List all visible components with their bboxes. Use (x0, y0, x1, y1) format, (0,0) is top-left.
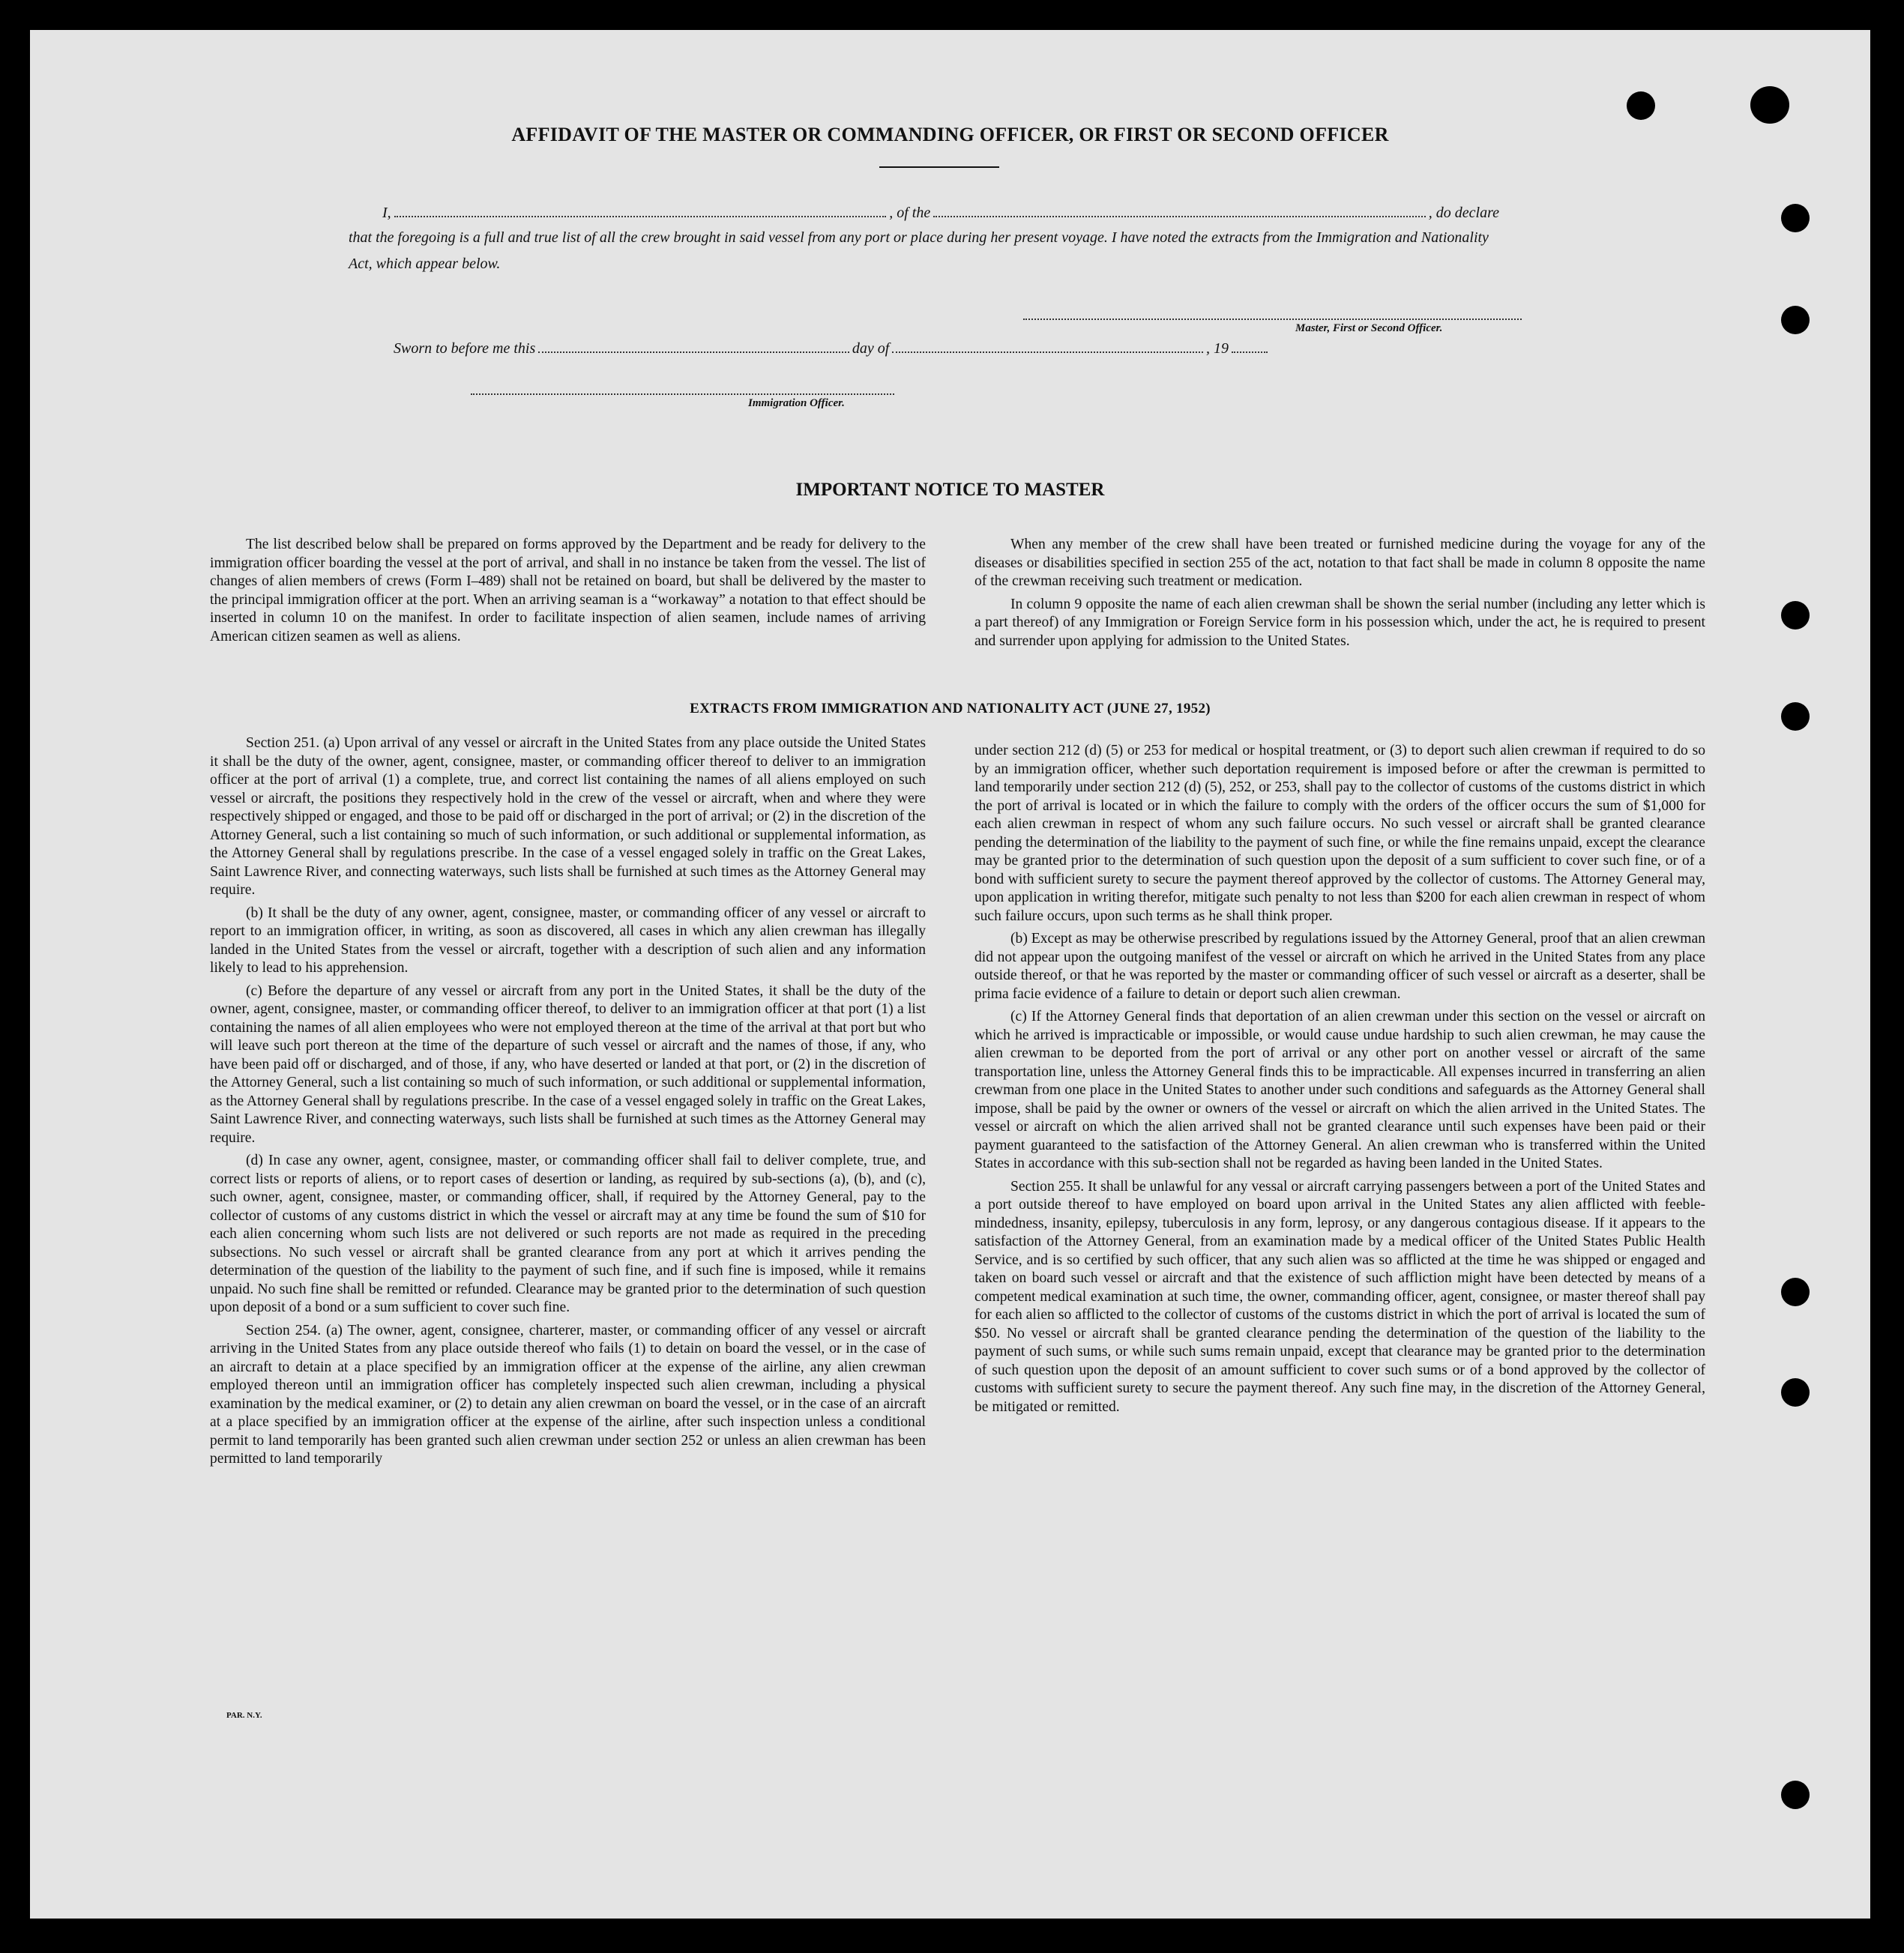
of-the-label: , of the (889, 205, 931, 221)
punch-hole (1627, 91, 1655, 120)
extract-paragraph: Section 255. It shall be unlawful for any vessal or aircraft carrying passengers between a port of the United States and a port outside thereof to have employed on board upon arrival in the United States any alien afflicted with feeble-mindedness, insanity, epilepsy, tuberculosis in any form, leprosy, or any dangerous contagious disease. If it appears to the satisfaction of the Attorney General, from an examination made by a medical officer of the United States Public Health Service, and is so certified by such officer, that any such alien was so afflicted at the time he was shipped or engaged and taken on board such vessel or aircraft and that the existence of such affliction might have been detected by means of a competent medical examination at such time, the owner, commanding officer, agent, consignee, or master thereof shall pay for each alien so afflicted to the collector of customs of the customs district in which the port of arrival is located the sum of $50. No vessel or aircraft shall be granted clearance pending the determination of the question of the liability to the payment of such sums, or while such sums remain unpaid, except that clearance may be granted prior to the determination of such question upon the deposit of an amount sufficient to cover such sums or of a bond approved by the collector of customs with sufficient surety to secure the payment thereof. Any such fine may, in the discretion of the Attorney General, be mitigated or remitted. (974, 1178, 1705, 1415)
declaration-text: that the foregoing is a full and true list of all the crew brought in said vessel from any port or place during her present voyage. I have noted the extracts from the Immigration and Nationality Act, which appear below. (349, 229, 1489, 272)
punch-hole (1750, 86, 1789, 124)
master-signature-field[interactable] (1023, 319, 1522, 320)
punch-hole (1781, 204, 1810, 232)
vessel-field[interactable] (933, 204, 1426, 217)
punch-hole (1781, 306, 1810, 334)
extracts-right-column (974, 742, 1705, 1421)
name-field[interactable] (394, 204, 887, 217)
notice-left-column (210, 536, 926, 651)
immigration-officer-label: Immigration Officer. (748, 397, 845, 409)
sworn-label: Sworn to before me this (394, 340, 536, 357)
sworn-month-field[interactable] (892, 341, 1203, 353)
year-label: , 19 (1206, 340, 1229, 357)
extract-paragraph: Section 251. (a) Upon arrival of any vessel or aircraft in the United States from any place outside the United States it shall be the duty of the owner, agent, consignee, master, or commanding officer thereof to deliver to an immigration officer at the port of arrival (1) a complete, true, and correct list containing the names of all aliens employed on such vessel or aircraft, the positions they respectively hold in the crew of the vessel or aircraft, when and where they were respectively shipped or engaged, and those to be paid off or discharged in the port of arrival; or (2) in the discretion of the Attorney General, such a list containing so much of such information, or such additional or supplemental information, as the Attorney General shall by regulations prescribe. In the case of a vessel engaged solely in traffic on the Great Lakes, Saint Lawrence River, and connecting waterways, such lists shall be furnished at such times as the Attorney General may require. (210, 735, 926, 898)
title-underline (879, 166, 999, 168)
declaration-line (382, 204, 1499, 222)
punch-hole (1781, 1378, 1810, 1407)
punch-hole (1781, 1781, 1810, 1809)
printer-mark: PAR. N.Y. (226, 1711, 262, 1720)
extract-paragraph: under section 212 (d) (5) or 253 for medical or hospital treatment, or (3) to deport such alien crewman if required to do so by an immigration officer, whether such deportation requirement is imposed before or after the crewman is permitted to land temporarily under section 212 (d) (5), 252, or 253, shall pay to the collector of customs of the customs district in which the port of arrival is located or in which the failure to comply with the orders of the officer occurs the sum of $1,000 for each alien crewman in respect of whom any such failure occurs. No such vessel or aircraft shall be granted clearance pending the determination of the liability to the payment of such fine, or while the fine remains unpaid, except the clearance may be granted prior to the determination of such question upon the deposit of a sum sufficient to cover such fine, or of a bond with sufficient surety to secure the payment thereof approved by the collector of customs. The Attorney General may, upon application in writing therefor, mitigate such penalty to not less than $200 for each alien crewman in respect of whom such failure occurs, upon such terms as he shall think proper. (974, 743, 1705, 924)
affidavit-title: AFFIDAVIT OF THE MASTER OR COMMANDING OFFICER, OR FIRST OR SECOND OFFICER (511, 124, 1389, 145)
extract-paragraph: (b) Except as may be otherwise prescribed by regulations issued by the Attorney General, proof that an alien crewman did not appear upon the outgoing manifest of the vessel or aircraft on which he arrived in the United States from any place outside thereof, or that he was reported by the master or commanding officer of such vessel or aircraft as a deserter, shall be prima facie evidence of a failure to detain or deport such alien crewman. (974, 931, 1705, 1002)
immigration-officer-signature-field[interactable] (471, 393, 894, 395)
punch-hole (1781, 601, 1810, 630)
punch-hole (1781, 1278, 1810, 1306)
do-declare-label: , do declare (1428, 205, 1499, 221)
master-signature-label: Master, First or Second Officer. (1295, 322, 1443, 334)
notice-left-paragraph: The list described below shall be prepared on forms approved by the Department and be ready for delivery to the immigration officer boarding the vessel at the port of arrival, and shall in no instance be taken from the vessel. The list of changes of alien members of crews (Form I–489) shall not be retained on board, but shall be delivered by the master to the principal immigration officer at the port. When an arriving seaman is a “workaway” a notation to that effect should be inserted in column 10 on the manifest. In order to facilitate inspection of alien seamen, include names of arriving American citizen seamen as well as aliens. (210, 537, 926, 645)
sworn-year-field[interactable] (1232, 341, 1268, 353)
notice-right-column (974, 536, 1705, 655)
extract-paragraph: (d) In case any owner, agent, consignee, master, or commanding officer shall fail to deliver complete, true, and correct lists or reports of aliens, or to report cases of desertion or landing, as required by sub-sections (a), (b), and (c), such owner, agent, consignee, master, or commanding officer, shall, if required by the Attorney General, pay to the collector of customs of any customs district in which the vessel or aircraft may at any time be found the sum of $10 for each alien concerning whom such lists are not delivered or such reports are not made as required in the preceding subsections. No such vessel or aircraft shall be granted clearance from any port at which it arrives pending the determination of the question of the liability to the payment of such fine, and if such fine is imposed, while it remains unpaid. No such fine shall be remitted or refunded. Clearance may be granted prior to the determination of such question upon deposit of a bond or a sum sufficient to cover such fine. (210, 1153, 926, 1315)
extracts-title: EXTRACTS FROM IMMIGRATION AND NATIONALITY ACT (JUNE 27, 1952) (690, 701, 1211, 716)
document-page (30, 30, 1870, 1919)
extract-paragraph: (c) If the Attorney General finds that deportation of an alien crewman under this section on the vessel or aircraft on which he arrived is impracticable or impossible, or would cause undue hardship to such alien crewman, he may cause the alien crewman to be deported from the port of arrival or any other port on another vessel or aircraft of the same transportation line, unless the Attorney General finds this to be impracticable. All expenses incurred in transferring an alien crewman from one place in the United States to another under such conditions and safeguards as the Attorney General shall impose, shall be paid by the owner or owners of the vessel or aircraft on which the alien arrived in the United States. The vessel or aircraft on which the alien arrived shall not be granted clearance until such expenses have been paid or their payment guaranteed to the satisfaction of the Attorney General. An alien crewman who is transferred within the United States in accordance with this sub-section shall not be regarded as having been landed in the United States. (974, 1009, 1705, 1171)
extract-paragraph: (b) It shall be the duty of any owner, agent, consignee, master, or commanding officer of any vessel or aircraft to report to an immigration officer, in writing, as soon as discovered, all cases in which any alien crewman has illegally landed in the United States from the vessel or aircraft, together with a description of such alien and any information likely to lead to his apprehension. (210, 905, 926, 976)
sworn-day-field[interactable] (538, 341, 849, 353)
extracts-left-column (210, 734, 926, 1473)
sworn-line (394, 340, 1271, 357)
notice-right-paragraph: When any member of the crew shall have been treated or furnished medicine during the voyage for any of the diseases or disabilities specified in section 255 of the act, notation to that fact shall be made in column 8 opposite the name of the crewman receiving such treatment or medication. (974, 537, 1705, 589)
extract-paragraph: Section 254. (a) The owner, agent, consignee, charterer, master, or commanding officer of any vessel or aircraft arriving in the United States from any place outside thereof who fails (1) to detain on board the vessel, or in the case of an aircraft to detain at a place specified by an immigration officer at the expense of the airline, any alien crewman employed thereon until an immigration officer has completely inspected such alien crewman, including a physical examination by the medical examiner, or (2) to detain any alien crewman on board the vessel, or in the case of an aircraft at a place specified by an immigration officer at the expense of the airline, after such inspection unless a conditional permit to land temporarily has been granted such alien crewman under section 252 or unless an alien crewman has been permitted to land temporarily (210, 1322, 926, 1467)
extract-paragraph: (c) Before the departure of any vessel or aircraft from any port in the United States, it shall be the duty of the owner, agent, consignee, master, or commanding officer thereof, to deliver to an immigration officer at that port (1) a list containing the names of all alien employees who were not employed thereon at the time of the arrival at that port but who will leave such port thereon at the time of the departure of such vessel or aircraft and the names of those, if any, who have been paid off or discharged, and of those, if any, who have deserted or landed at that port, or (2) in the discretion of the Attorney General, such a list containing so much of such information, or such additional or supplemental information, as the Attorney General shall by regulations prescribe. In the case of a vessel engaged solely in traffic on the Great Lakes, Saint Lawrence River, and connecting waterways, such lists shall be furnished at such times as the Attorney General may require. (210, 982, 926, 1146)
notice-right-paragraph: In column 9 opposite the name of each alien crewman shall be shown the serial number (including any letter which is a part thereof) of any Immigration or Foreign Service form in his possession which, under the act, he is required to present and surrender upon applying for admission to the United States. (974, 596, 1705, 649)
day-of-label: day of (852, 340, 890, 357)
notice-title: IMPORTANT NOTICE TO MASTER (795, 480, 1105, 500)
i-label: I, (382, 205, 391, 221)
